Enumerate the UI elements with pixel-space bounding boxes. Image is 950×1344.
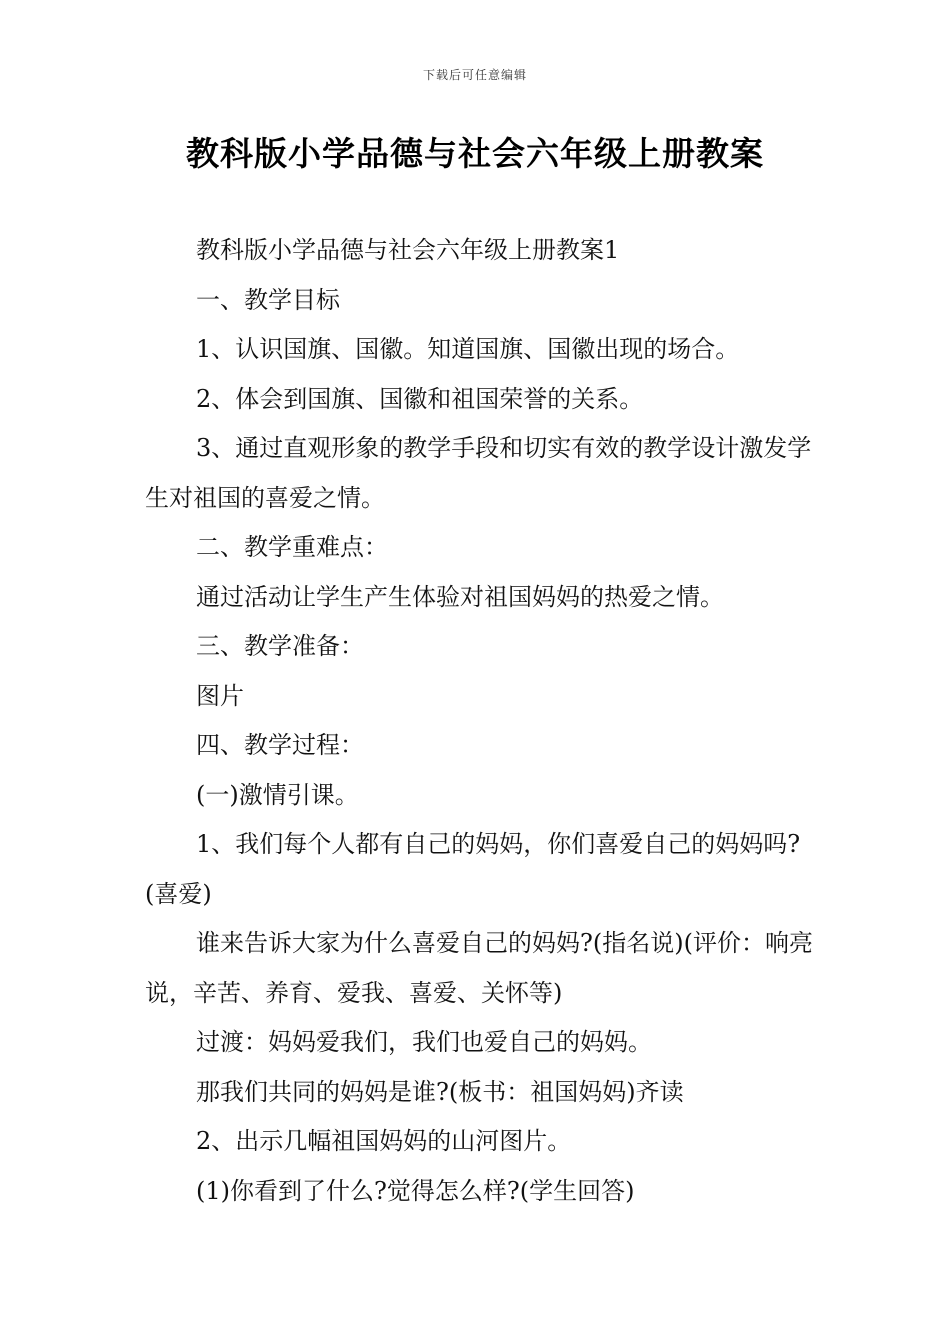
paragraph-section-goals: 一、教学目标	[196, 285, 340, 314]
document-title: 教科版小学品德与社会六年级上册教案	[186, 134, 764, 173]
paragraph-step-1-question: 谁来告诉大家为什么喜爱自己的妈妈?(指名说)(评价：响亮说，辛苦、养育、爱我、喜爱、关怀等)	[145, 929, 813, 1007]
paragraph-goal-2: 2、体会到国旗、国徽和祖国荣誉的关系。	[196, 384, 644, 413]
paragraph-step-1: 1、我们每个人都有自己的妈妈，你们喜爱自己的妈妈吗?(喜爱)	[145, 830, 801, 908]
header-note: 下载后可任意编辑	[422, 68, 527, 82]
paragraph-subtitle: 教科版小学品德与社会六年级上册教案1	[196, 236, 620, 264]
paragraph-section-keypoints: 二、教学重难点：	[196, 533, 388, 561]
paragraph-goal-3: 3、通过直观形象的教学手段和切实有效的教学设计激发学生对祖国的喜爱之情。	[145, 434, 812, 512]
paragraph-step-2-question: (1)你看到了什么?觉得怎么样?(学生回答)	[196, 1176, 635, 1205]
paragraph-prep: 图片	[196, 681, 244, 710]
paragraph-step-2: 2、出示几幅祖国妈妈的山河图片。	[196, 1127, 572, 1155]
paragraph-section-process: 四、教学过程：	[196, 731, 364, 759]
paragraph-section-prep: 三、教学准备：	[196, 632, 364, 660]
paragraph-transition: 过渡：妈妈爱我们，我们也爱自己的妈妈。	[196, 1028, 652, 1056]
paragraph-common-mother: 那我们共同的妈妈是谁?(板书：祖国妈妈)齐读	[196, 1077, 684, 1106]
document-body	[145, 226, 825, 1216]
paragraph-keypoints: 通过活动让学生产生体验对祖国妈妈的热爱之情。	[196, 582, 724, 611]
paragraph-step-intro: (一)激情引课。	[196, 780, 359, 809]
paragraph-goal-1: 1、认识国旗、国徽。知道国旗、国徽出现的场合。	[196, 335, 740, 363]
